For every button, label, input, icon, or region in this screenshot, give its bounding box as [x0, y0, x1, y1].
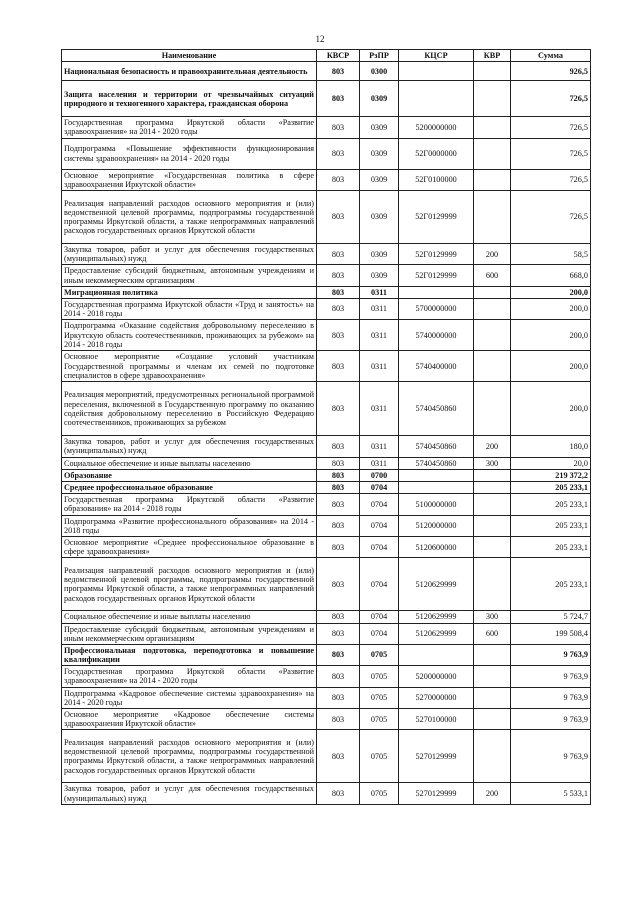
cell-rzpr: 0311	[360, 298, 399, 319]
cell-name: Закупка товаров, работ и услуг для обеспечения государственных (муниципальных) нужд	[62, 243, 317, 264]
cell-kvr	[474, 515, 511, 536]
cell-kcsr: 5200000000	[399, 666, 474, 687]
cell-kcsr: 52Г0129999	[399, 243, 474, 264]
cell-kvr: 300	[474, 611, 511, 623]
cell-kvr: 600	[474, 623, 511, 644]
cell-kcsr: 5270129999	[399, 730, 474, 783]
cell-name: Защита населения и территории от чрезвычайных ситуаций природного и техногенного характера, гражданская оборона	[62, 81, 317, 117]
header-sum: Сумма	[511, 50, 591, 62]
header-rzpr: РзПР	[360, 50, 399, 62]
cell-sum: 5 724,7	[511, 611, 591, 623]
cell-sum: 205 233,1	[511, 494, 591, 515]
table-header-row	[62, 50, 591, 62]
cell-kvsr: 803	[317, 558, 360, 611]
cell-kvsr: 803	[317, 623, 360, 644]
cell-rzpr: 0311	[360, 320, 399, 351]
table-row	[62, 298, 591, 319]
cell-kvsr: 803	[317, 482, 360, 494]
cell-kvr	[474, 81, 511, 117]
cell-name: Основное мероприятие «Среднее профессиональное образование в сфере здравоохранения»	[62, 536, 317, 557]
cell-name: Государственная программа Иркутской области «Труд и занятость» на 2014 - 2018 годы	[62, 298, 317, 319]
cell-kcsr: 5120629999	[399, 623, 474, 644]
cell-sum: 200,0	[511, 298, 591, 319]
cell-sum: 726,5	[511, 169, 591, 190]
cell-kcsr: 5700000000	[399, 298, 474, 319]
cell-kvsr: 803	[317, 666, 360, 687]
cell-kvr	[474, 169, 511, 190]
cell-kvsr: 803	[317, 494, 360, 515]
cell-kcsr: 5270100000	[399, 709, 474, 730]
cell-kvr	[474, 494, 511, 515]
cell-kvsr: 803	[317, 351, 360, 382]
cell-kcsr: 5270129999	[399, 783, 474, 804]
cell-rzpr: 0705	[360, 687, 399, 708]
cell-name: Социальное обеспечение и иные выплаты населению	[62, 611, 317, 623]
cell-kvsr: 803	[317, 243, 360, 264]
table-row	[62, 536, 591, 557]
cell-kvr	[474, 666, 511, 687]
table-row	[62, 351, 591, 382]
cell-kvr	[474, 382, 511, 436]
cell-rzpr: 0309	[360, 81, 399, 117]
table-row	[62, 623, 591, 644]
cell-rzpr: 0309	[360, 243, 399, 264]
cell-kvsr: 803	[317, 687, 360, 708]
cell-rzpr: 0311	[360, 457, 399, 469]
cell-sum: 5 533,1	[511, 783, 591, 804]
cell-rzpr: 0705	[360, 644, 399, 665]
cell-kvsr: 803	[317, 62, 360, 81]
header-name: Наименование	[62, 50, 317, 62]
cell-name: Подпрограмма «Повышение эффективности функционирования системы здравоохранения» на 2014 - 2020 годы	[62, 138, 317, 169]
cell-sum: 199 508,4	[511, 623, 591, 644]
cell-name: Образование	[62, 469, 317, 481]
cell-kvsr: 803	[317, 138, 360, 169]
cell-kvsr: 803	[317, 457, 360, 469]
cell-rzpr: 0309	[360, 138, 399, 169]
table-row	[62, 117, 591, 138]
cell-kcsr: 5740000000	[399, 320, 474, 351]
cell-kcsr: 5740450860	[399, 457, 474, 469]
cell-name: Предоставление субсидий бюджетным, автономным учреждениям и иным некоммерческим организациям	[62, 623, 317, 644]
cell-sum: 180,0	[511, 436, 591, 457]
cell-kcsr: 5120629999	[399, 558, 474, 611]
table-row	[62, 286, 591, 298]
table-row	[62, 138, 591, 169]
cell-kvr: 200	[474, 783, 511, 804]
cell-rzpr: 0704	[360, 536, 399, 557]
cell-kvsr: 803	[317, 709, 360, 730]
cell-name: Закупка товаров, работ и услуг для обеспечения государственных (муниципальных) нужд	[62, 436, 317, 457]
cell-kcsr: 52Г0100000	[399, 169, 474, 190]
table-row	[62, 320, 591, 351]
table-row	[62, 457, 591, 469]
header-kvr: КВР	[474, 50, 511, 62]
cell-name: Профессиональная подготовка, переподготовка и повышение квалификации	[62, 644, 317, 665]
table-row	[62, 644, 591, 665]
cell-sum: 205 233,1	[511, 558, 591, 611]
cell-kvsr: 803	[317, 190, 360, 243]
cell-kvsr: 803	[317, 515, 360, 536]
cell-rzpr: 0704	[360, 611, 399, 623]
cell-kvr	[474, 469, 511, 481]
cell-name: Закупка товаров, работ и услуг для обеспечения государственных (муниципальных) нужд	[62, 783, 317, 804]
cell-kcsr: 5120000000	[399, 515, 474, 536]
cell-sum: 200,0	[511, 320, 591, 351]
table-row	[62, 666, 591, 687]
cell-name: Подпрограмма «Развитие профессионального образования» на 2014 - 2018 годы	[62, 515, 317, 536]
cell-kvsr: 803	[317, 730, 360, 783]
cell-name: Подпрограмма «Оказание содействия добровольному переселению в Иркутскую область соотечественников, проживающих за рубежом» на 2014 - 2018 годы	[62, 320, 317, 351]
table-row	[62, 81, 591, 117]
cell-sum: 726,5	[511, 190, 591, 243]
cell-name: Государственная программа Иркутской области «Развитие здравоохранения» на 2014 - 2020 годы	[62, 666, 317, 687]
cell-kcsr: 5740450860	[399, 382, 474, 436]
cell-sum: 200,0	[511, 351, 591, 382]
cell-kvsr: 803	[317, 536, 360, 557]
cell-kcsr: 5120629999	[399, 611, 474, 623]
table-row	[62, 494, 591, 515]
table-row	[62, 62, 591, 81]
cell-name: Национальная безопасность и правоохранительная деятельность	[62, 62, 317, 81]
cell-name: Среднее профессиональное образование	[62, 482, 317, 494]
cell-kvr: 200	[474, 436, 511, 457]
cell-kcsr: 5120600000	[399, 536, 474, 557]
table-row	[62, 190, 591, 243]
cell-kcsr: 52Г0000000	[399, 138, 474, 169]
cell-kvr	[474, 482, 511, 494]
cell-kvr	[474, 138, 511, 169]
cell-sum: 726,5	[511, 81, 591, 117]
header-kcsr: КЦСР	[399, 50, 474, 62]
cell-kcsr: 5740400000	[399, 351, 474, 382]
cell-rzpr: 0309	[360, 265, 399, 286]
table-row	[62, 482, 591, 494]
cell-sum: 9 763,9	[511, 709, 591, 730]
cell-sum: 205 233,1	[511, 482, 591, 494]
cell-kvsr: 803	[317, 81, 360, 117]
table-row	[62, 265, 591, 286]
cell-kvsr: 803	[317, 436, 360, 457]
table-row	[62, 783, 591, 804]
table-row	[62, 169, 591, 190]
cell-sum: 20,0	[511, 457, 591, 469]
cell-name: Предоставление субсидий бюджетным, автономным учреждениям и иным некоммерческим организациям	[62, 265, 317, 286]
cell-rzpr: 0309	[360, 117, 399, 138]
cell-sum: 205 233,1	[511, 515, 591, 536]
table-row	[62, 687, 591, 708]
cell-kvsr: 803	[317, 382, 360, 436]
cell-name: Социальное обеспечение и иные выплаты населению	[62, 457, 317, 469]
cell-sum: 205 233,1	[511, 536, 591, 557]
cell-rzpr: 0300	[360, 62, 399, 81]
cell-kcsr: 5200000000	[399, 117, 474, 138]
cell-rzpr: 0311	[360, 436, 399, 457]
cell-kvr	[474, 62, 511, 81]
cell-kvr	[474, 351, 511, 382]
cell-kcsr	[399, 469, 474, 481]
cell-sum: 9 763,9	[511, 687, 591, 708]
cell-rzpr: 0705	[360, 666, 399, 687]
cell-kvsr: 803	[317, 265, 360, 286]
cell-sum: 9 763,9	[511, 666, 591, 687]
cell-rzpr: 0704	[360, 515, 399, 536]
cell-name: Реализация направлений расходов основного мероприятия и (или) ведомственной целевой программы, подпрограммы государственной программы Иркутской области, а также непрограммных направлений расходов государственных органов Иркутской области	[62, 190, 317, 243]
table-row	[62, 558, 591, 611]
cell-kvr	[474, 558, 511, 611]
cell-sum: 926,5	[511, 62, 591, 81]
cell-kcsr	[399, 81, 474, 117]
cell-sum: 9 763,9	[511, 730, 591, 783]
cell-kvsr: 803	[317, 117, 360, 138]
cell-kvr	[474, 644, 511, 665]
cell-kcsr	[399, 482, 474, 494]
cell-kvr	[474, 190, 511, 243]
cell-rzpr: 0311	[360, 382, 399, 436]
cell-rzpr: 0704	[360, 558, 399, 611]
cell-sum: 58,5	[511, 243, 591, 264]
table-row	[62, 730, 591, 783]
cell-sum: 726,5	[511, 117, 591, 138]
cell-rzpr: 0704	[360, 482, 399, 494]
cell-kvr: 200	[474, 243, 511, 264]
cell-name: Миграционная политика	[62, 286, 317, 298]
cell-kvsr: 803	[317, 298, 360, 319]
cell-kcsr	[399, 644, 474, 665]
cell-kvr	[474, 536, 511, 557]
header-kvsr: КВСР	[317, 50, 360, 62]
page-number: 12	[315, 34, 325, 44]
cell-rzpr: 0311	[360, 286, 399, 298]
table-row	[62, 382, 591, 436]
cell-name: Основное мероприятие «Государственная политика в сфере здравоохранения Иркутской области»	[62, 169, 317, 190]
cell-kvr	[474, 730, 511, 783]
cell-kvr: 600	[474, 265, 511, 286]
cell-sum: 200,0	[511, 286, 591, 298]
cell-kvsr: 803	[317, 783, 360, 804]
cell-rzpr: 0705	[360, 730, 399, 783]
table-row	[62, 436, 591, 457]
cell-kvr	[474, 286, 511, 298]
cell-kvr	[474, 687, 511, 708]
cell-rzpr: 0700	[360, 469, 399, 481]
cell-kcsr	[399, 286, 474, 298]
cell-kcsr: 5100000000	[399, 494, 474, 515]
cell-kvr	[474, 298, 511, 319]
cell-kcsr: 5740450860	[399, 436, 474, 457]
cell-name: Подпрограмма «Кадровое обеспечение системы здравоохранения» на 2014 - 2020 годы	[62, 687, 317, 708]
cell-rzpr: 0311	[360, 351, 399, 382]
cell-name: Государственная программа Иркутской области «Развитие здравоохранения» на 2014 - 2020 годы	[62, 117, 317, 138]
cell-rzpr: 0309	[360, 169, 399, 190]
cell-sum: 219 372,2	[511, 469, 591, 481]
cell-sum: 668,0	[511, 265, 591, 286]
cell-kvr	[474, 709, 511, 730]
cell-kcsr: 52Г0129999	[399, 265, 474, 286]
cell-kvsr: 803	[317, 320, 360, 351]
cell-name: Реализация мероприятий, предусмотренных региональной программой переселения, включенной в Государственную программу по оказанию содействия добровольному переселению в Российскую Федерацию соотечественников, проживающих за рубежом	[62, 382, 317, 436]
cell-kcsr	[399, 62, 474, 81]
cell-sum: 9 763,9	[511, 644, 591, 665]
budget-table	[61, 49, 591, 805]
cell-rzpr: 0704	[360, 494, 399, 515]
cell-kvsr: 803	[317, 286, 360, 298]
cell-kvsr: 803	[317, 644, 360, 665]
cell-name: Государственная программа Иркутской области «Развитие образования» на 2014 - 2018 годы	[62, 494, 317, 515]
table-row	[62, 243, 591, 264]
cell-sum: 200,0	[511, 382, 591, 436]
cell-kvr: 300	[474, 457, 511, 469]
cell-kvsr: 803	[317, 469, 360, 481]
cell-rzpr: 0704	[360, 623, 399, 644]
cell-rzpr: 0705	[360, 783, 399, 804]
cell-name: Реализация направлений расходов основного мероприятия и (или) ведомственной целевой программы, подпрограммы государственной программы Иркутской области, а также непрограммных направлений расходов государственных органов Иркутской области	[62, 558, 317, 611]
cell-rzpr: 0309	[360, 190, 399, 243]
cell-sum: 726,5	[511, 138, 591, 169]
cell-name: Основное мероприятие «Создание условий участникам Государственной программы и членам их семей по подготовке специалистов в сфере здравоохранения»	[62, 351, 317, 382]
cell-kcsr: 52Г0129999	[399, 190, 474, 243]
cell-kvr	[474, 320, 511, 351]
table-row	[62, 469, 591, 481]
cell-name: Основное мероприятие «Кадровое обеспечение системы здравоохранения Иркутской области»	[62, 709, 317, 730]
cell-rzpr: 0705	[360, 709, 399, 730]
cell-kvr	[474, 117, 511, 138]
cell-name: Реализация направлений расходов основного мероприятия и (или) ведомственной целевой программы, подпрограммы государственной программы Иркутской области, а также непрограммных направлений расходов государственных органов Иркутской области	[62, 730, 317, 783]
cell-kcsr: 5270000000	[399, 687, 474, 708]
cell-kvsr: 803	[317, 169, 360, 190]
table-row	[62, 611, 591, 623]
cell-kvsr: 803	[317, 611, 360, 623]
table-row	[62, 515, 591, 536]
table-row	[62, 709, 591, 730]
